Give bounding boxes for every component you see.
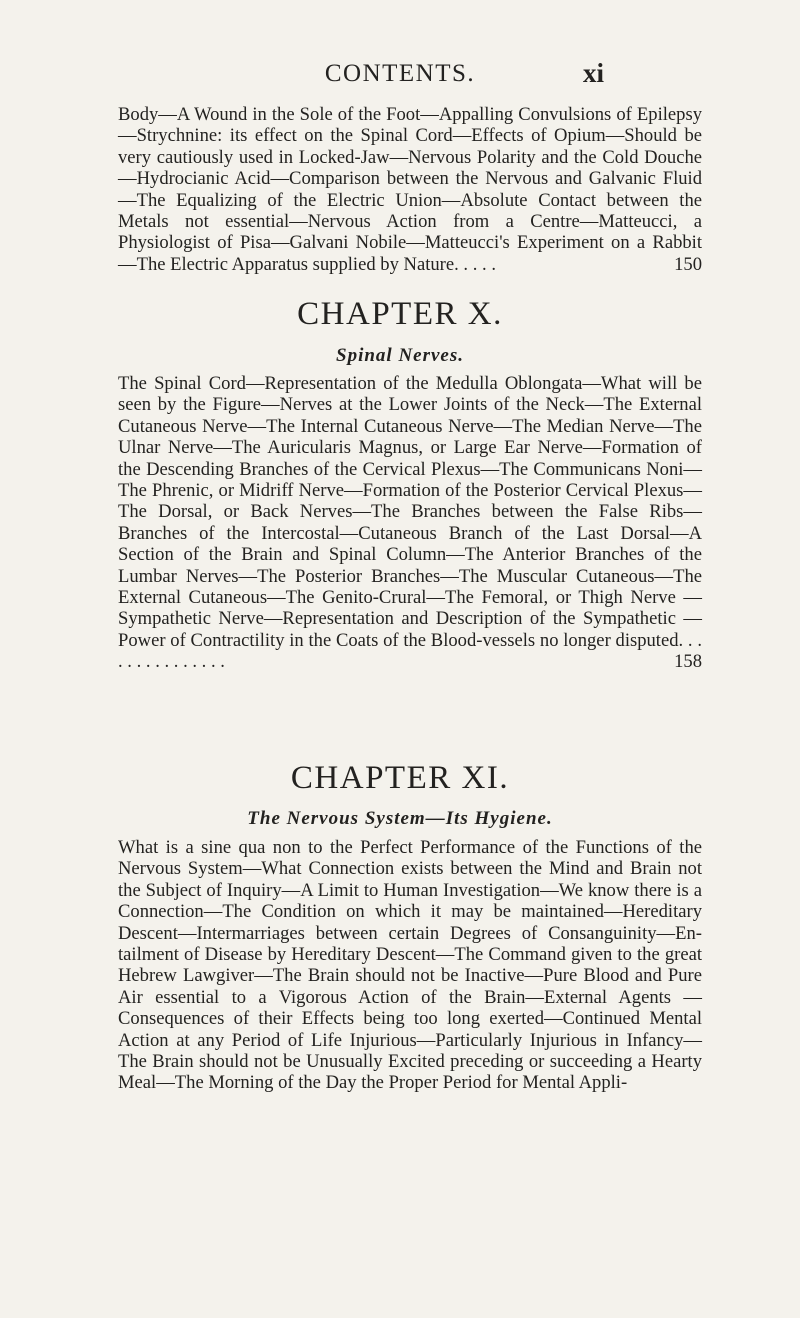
page-reference: 158	[674, 651, 702, 673]
summary-text: Body—A Wound in the Sole of the Foot—Appalling Convulsions of Epilepsy—Strychnine: its effect on the Spinal Cord—Effects of Opium—Should be very cautiously used in Locked-Jaw—Nervous Polarity and the Cold Douche—Hydrocianic Acid—Comparison between the Nervous and Galvanic Fluid—The Equalizing of the Electric Union—Absolute Contact between the Metals not essential—Nervous Action from a Centre—Matteucci, a Physiologist of Pisa—Galvani Nobile—Matteucci's Experiment on a Rabbit —The Electric Apparatus supplied by Nature. . . . .	[118, 104, 702, 275]
page-number: xi	[582, 58, 604, 88]
chapter-summary	[118, 837, 702, 1094]
chapter-title: CHAPTER X.	[297, 296, 503, 332]
chapter-summary	[118, 373, 702, 673]
page-reference: 150	[674, 253, 702, 275]
chapter-title: CHAPTER XI.	[290, 760, 510, 796]
summary-text: What is a sine qua non to the Perfect Performance of the Functions of the Nervous System—What Connection exists between the Mind and Brain not the Subject of Inquiry—A Limit to Human Investigation—We know there is a Connection—The Condition on which it may be maintained—Hereditary Descent—Intermarriages between certain Degrees of Consanguinity—Entailment of Disease by Hereditary Descent—The Command given to the great Hebrew Lawgiver—The Brain should not be Inactive—Pure Blood and Pure Air essential to a Vigorous Action of the Brain—External Agents —Consequences of their Effects being too long exerted—Continued Mental Action at any Period of Life Injurious—Particularly Injurious in Infancy— The Brain should not be Unusually Excited preceding or succeeding a Hearty Meal—The Morning of the Day the Proper Period for Mental Appli-	[118, 837, 702, 1094]
chapter-subtitle: The Nervous System—Its Hygiene.	[247, 808, 553, 829]
summary-text: The Spinal Cord—Representation of the Medulla Oblongata—What will be seen by the Figure—Nerves at the Lower Joints of the Neck—The External Cutaneous Nerve—The Internal Cutaneous Nerve—The Median Nerve—The Ulnar Nerve—The Auricularis Magnus, or Large Ear Nerve—Formation of the Descending Branches of the Cervical Plexus—The Communicans Noni—The Phrenic, or Midriff Nerve—Formation of the Posterior Cervical Plexus—The Dorsal, or Back Nerves—The Branches between the False Ribs—Branches of the Intercostal—Cutaneous Branch of the Last Dorsal—A Section of the Brain and Spinal Column—The Anterior Branches of the Lumbar Nerves—The Posterior Branches—The Muscular Cutaneous—The External Cutaneous—The Genito-Crural—The Femoral, or Thigh Nerve —Sympathetic Nerve—Representation and Description of the Sympathetic —Power of Contractility in the Coats of the Blood-vessels no longer disputed. . . . . . . . . . . . . . .	[118, 373, 702, 673]
section-summary-continued	[118, 104, 702, 275]
running-head: CONTENTS.	[324, 60, 476, 87]
chapter-subtitle: Spinal Nerves.	[336, 345, 464, 366]
